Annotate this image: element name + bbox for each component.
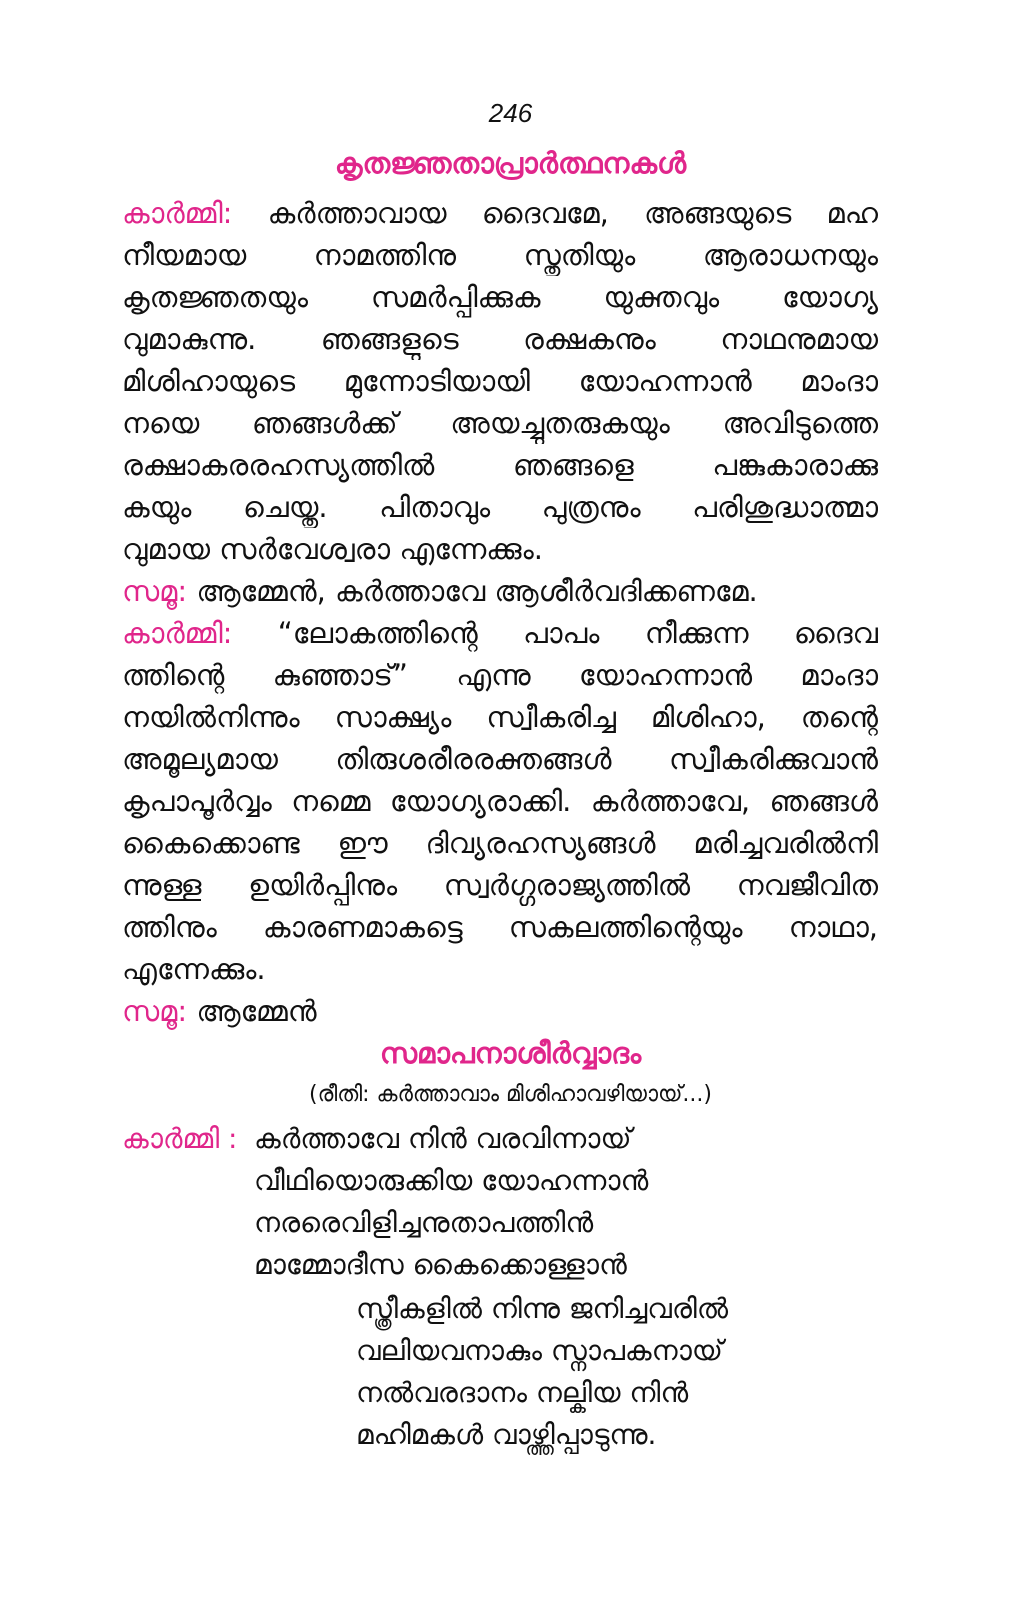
page-number: 246 [488, 98, 533, 128]
text-line: എന്നേക്കും. [122, 952, 266, 986]
section-title-closing-blessing: സമാപനാശീർവ്വാദം [379, 1036, 642, 1070]
speaker-label: കാർമ്മി: [122, 196, 233, 230]
tune-instruction: (രീതി: കർത്താവാം മിശിഹാവഴിയായ്...) [308, 1082, 712, 1107]
hymn-line: വലിയവനാകും സ്നാപകനായ് [356, 1334, 723, 1367]
speaker-label: കാർമ്മി : [122, 1122, 238, 1155]
text-line: കൃപാപൂർവ്വം നമ്മെ യോഗ്യരാക്കി. കർത്താവേ, ഞങ്ങൾ [122, 784, 878, 818]
hymn-line: സ്ത്രീകളിൽ നിന്നു ജനിച്ചവരിൽ [356, 1292, 729, 1325]
hymn-line: മഹിമകൾ വാഴ്ത്തിപ്പാടുന്നു. [356, 1418, 657, 1451]
text-line: കാർമ്മി: “ലോകത്തിന്റെ പാപം നീക്കുന്ന ദൈവ [122, 616, 878, 650]
response-line: സമൂ: ആമ്മേൻ, കർത്താവേ ആശീർവദിക്കണമേ. [122, 574, 758, 608]
text-line: മിശിഹായുടെ മുന്നോടിയായി യോഹന്നാൻ മാംദാ [122, 364, 878, 398]
text-line: ന്നുള്ള ഉയിർപ്പിനും സ്വർഗ്ഗരാജ്യത്തിൽ നവജീവിത [122, 868, 878, 902]
text-line: കൃതജ്ഞതയും സമർപ്പിക്കുക യുക്തവും യോഗ്യ [122, 280, 878, 314]
speaker-label: കാർമ്മി: [122, 616, 233, 650]
text-line: രക്ഷാകരരഹസ്യത്തിൽ ഞങ്ങളെ പങ്കുകാരാക്കു [122, 448, 878, 482]
hymn-line: വീഥിയൊരുക്കിയ യോഹന്നാൻ [254, 1164, 649, 1197]
text-line: അമൂല്യമായ തിരുശരീരരക്തങ്ങൾ സ്വീകരിക്കുവാൻ [122, 742, 878, 776]
text-line: നയിൽനിന്നും സാക്ഷ്യം സ്വീകരിച്ച മിശിഹാ, തന്റെ [122, 700, 878, 734]
text-line: കൈക്കൊണ്ട ഈ ദിവ്യരഹസ്യങ്ങൾ മരിച്ചവരിൽനി [122, 826, 878, 860]
text-line: നീയമായ നാമത്തിനു സ്തുതിയും ആരാധനയും [122, 238, 878, 272]
text-line: വുമായ സർവേശ്വരാ എന്നേക്കും. [122, 532, 543, 566]
text-line: കയും ചെയ്തു. പിതാവും പുത്രനും പരിശുദ്ധാത്മാ [122, 490, 878, 524]
text-line: കാർമ്മി: കർത്താവായ ദൈവമേ, അങ്ങയുടെ മഹ [122, 196, 878, 230]
hymn-line: നൽവരദാനം നല്കിയ നിൻ [356, 1376, 689, 1409]
hymn-line: കർത്താവേ നിൻ വരവിന്നായ് [254, 1122, 632, 1155]
response-line: സമൂ: ആമ്മേൻ [122, 994, 317, 1028]
text-line: നയെ ഞങ്ങൾക്ക് അയച്ചുതരുകയും അവിടുത്തെ [122, 406, 878, 440]
text-line: വുമാകുന്നു. ഞങ്ങളുടെ രക്ഷകനും നാഥനുമായ [122, 322, 878, 356]
speaker-label: സമൂ: [122, 994, 188, 1028]
text-line: ത്തിന്റെ കുഞ്ഞാട്” എന്നു യോഹന്നാൻ മാംദാ [122, 658, 878, 692]
hymn-line: മാമ്മോദീസ കൈക്കൊള്ളാൻ [254, 1248, 627, 1281]
hymn-line: നരരെവിളിച്ചനുതാപത്തിൻ [254, 1206, 594, 1239]
text-line: ത്തിനും കാരണമാകട്ടെ സകലത്തിന്റെയും നാഥാ, [122, 910, 878, 944]
section-title-thanksgiving: കൃതജ്ഞതാപ്രാർത്ഥനകൾ [334, 146, 687, 180]
speaker-label: സമൂ: [122, 574, 188, 608]
